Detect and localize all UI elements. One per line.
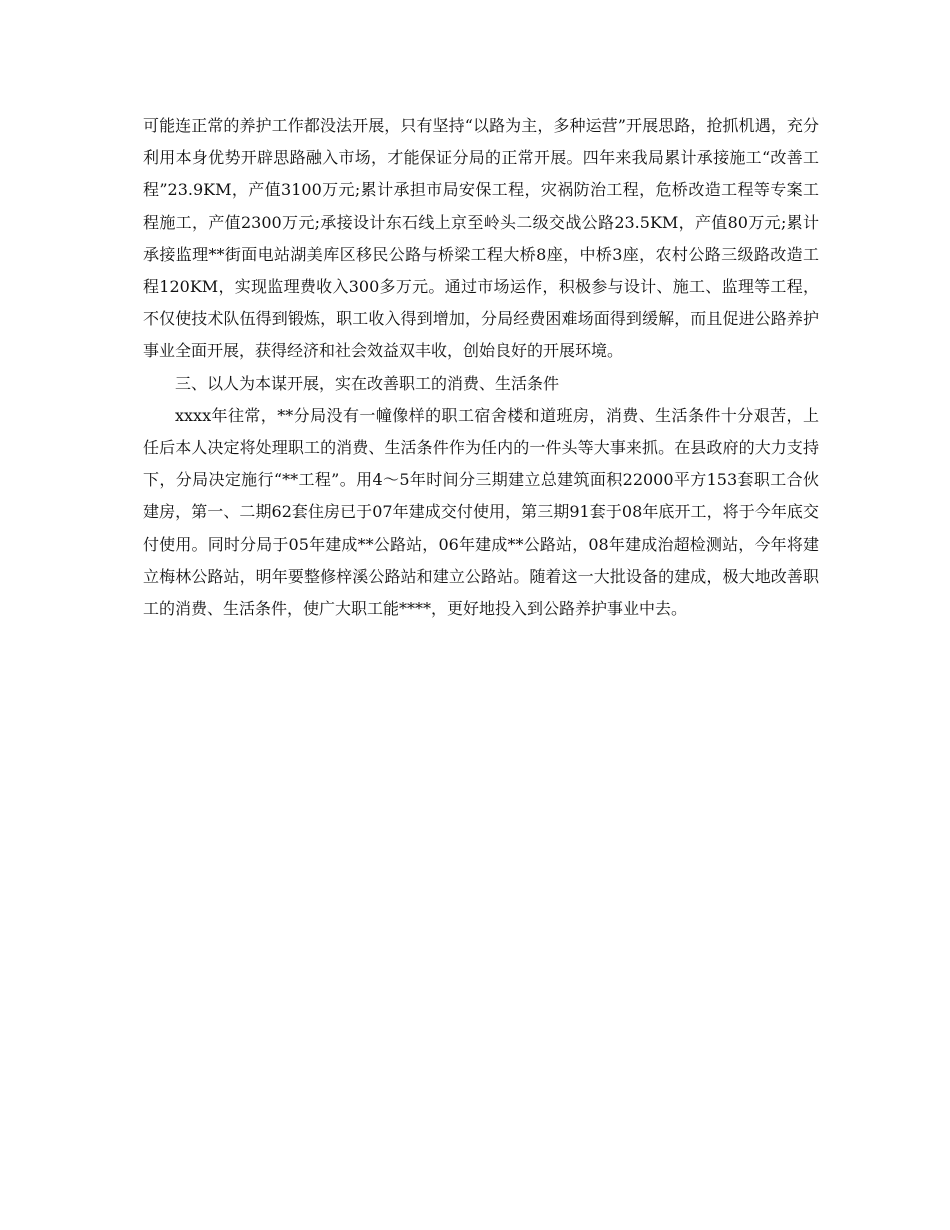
paragraph-market-operations: 可能连正常的养护工作都没法开展，只有坚持“以路为主，多种运营”开展思路，抢抓机遇，充分利用本身优势开辟思路融入市场，才能保证分局的正常开展。四年来我局累计承接施工“改善工程”23.9KM，产值3100万元;累计承担市局安保工程，灾祸防治工程，危桥改造工程等专案工程施工，产值2300万元;承接设计东石线上京至岭头二级交战公路23.5KM，产值80万元;累计承接监理**街面电站湖美库区移民公路与桥梁工程大桥8座，中桥3座，农村公路三级路改造工程120KM，实现监理费收入300多万元。通过市场运作，积极参与设计、施工、监理等工程，不仅使技术队伍得到锻炼，职工收入得到增加，分局经费困难场面得到缓解，而且促进公路养护事业全面开展，获得经济和社会效益双丰收，创始良好的开展环境。 <box>143 116 819 361</box>
paragraph-living-conditions: xxxx年往常，**分局没有一幢像样的职工宿舍楼和道班房，消费、生活条件十分艰苦，上任后本人决定将处理职工的消费、生活条件作为任内的一件头等大事来抓。在县政府的大力支持下，分局决定施行“**工程”。用4～5年时间分三期建立总建筑面积22000平方153套职工合伙建房，第一、二期62套住房已于07年建成交付使用，第三期91套于08年底开工，将于今年底交付使用。同时分局于05年建成**公路站，06年建成**公路站，08年建成治超检测站，今年将建立梅林公路站，明年要整修梓溪公路站和建立公路站。随着这一大批设备的建成，极大地改善职工的消费、生活条件，使广大职工能****，更好地投入到公路养护事业中去。 <box>143 405 819 619</box>
document-body <box>143 110 819 625</box>
section-heading-people-oriented: 三、以人为本谋开展，实在改善职工的消费、生活条件 <box>175 373 560 393</box>
